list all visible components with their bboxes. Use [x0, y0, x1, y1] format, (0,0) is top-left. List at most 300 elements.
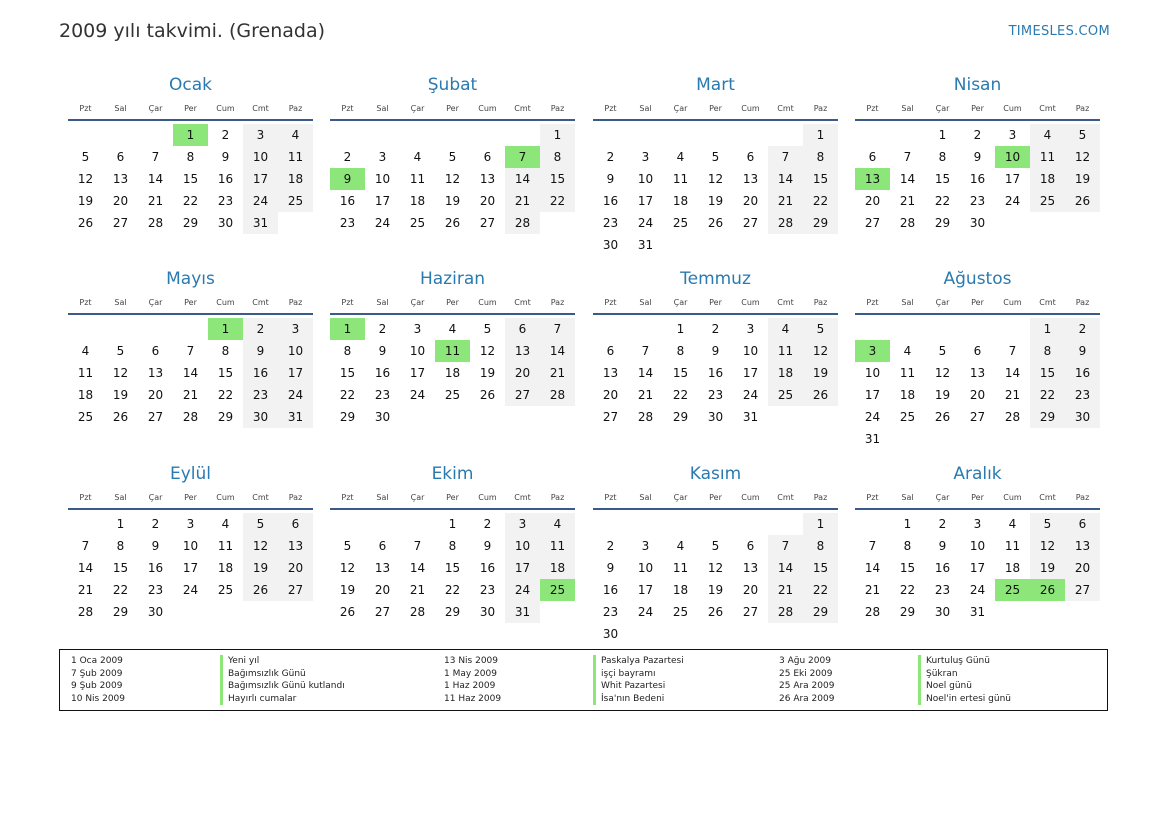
- day-cell: 12: [243, 535, 278, 557]
- month-name: Haziran: [419, 269, 486, 289]
- legend-holiday-name: İsa'nın Bedeni: [593, 693, 684, 706]
- weekday-label: Çar: [935, 492, 950, 502]
- day-cell: 21: [505, 190, 540, 212]
- legend-names-2: [593, 655, 684, 705]
- day-cell: 22: [112, 583, 129, 597]
- empty-day-cell: [243, 601, 278, 623]
- day-cell: 22: [182, 194, 199, 208]
- weekday-header-row: [68, 293, 313, 311]
- empty-day-cell: [628, 124, 663, 146]
- day-cell: 12: [707, 172, 724, 186]
- day-cell: 9: [1065, 340, 1100, 362]
- empty-day-cell: [365, 513, 400, 535]
- day-cell: 23: [934, 583, 951, 597]
- day-cell: 6: [868, 150, 877, 164]
- day-cell: 9: [973, 150, 982, 164]
- weekday-label: Çar: [148, 492, 163, 502]
- day-cell: 13: [969, 366, 986, 380]
- month-name: Temmuz: [680, 269, 751, 289]
- day-cell: 16: [147, 561, 164, 575]
- day-cell: 3: [243, 124, 278, 146]
- legend-date: 26 Ara 2009: [779, 693, 835, 704]
- day-cell: 2: [938, 517, 947, 531]
- empty-day-cell: [628, 318, 663, 340]
- weekday-label: Çar: [410, 103, 425, 113]
- day-cell: 25: [768, 384, 803, 406]
- day-cell: 16: [217, 172, 234, 186]
- month-block: [330, 74, 575, 234]
- day-cell: 9: [711, 344, 720, 358]
- weekday-label: Paz: [550, 103, 565, 113]
- month-name: Ağustos: [943, 269, 1012, 289]
- empty-day-cell: [138, 318, 173, 340]
- weekday-label: Per: [184, 297, 197, 307]
- day-cell: 1: [676, 322, 685, 336]
- empty-day-cell: [173, 601, 208, 623]
- day-cell: 24: [374, 216, 391, 230]
- day-cell: 9: [378, 344, 387, 358]
- day-cell: 15: [540, 168, 575, 190]
- weekday-label: Cmt: [514, 103, 531, 113]
- day-cell: 17: [243, 168, 278, 190]
- header-rule: [68, 508, 313, 510]
- day-cell: 5: [938, 344, 947, 358]
- empty-day-cell: [733, 124, 768, 146]
- day-cell: 11: [77, 366, 94, 380]
- empty-day-cell: [103, 318, 138, 340]
- week-row: [593, 124, 838, 146]
- day-cell: 4: [413, 150, 422, 164]
- weekday-header-row: [593, 488, 838, 506]
- day-cell: 13: [742, 172, 759, 186]
- day-cell: 23: [339, 216, 356, 230]
- day-cell: 13: [742, 561, 759, 575]
- weekday-label: Çar: [148, 103, 163, 113]
- week-row: [593, 601, 838, 623]
- empty-day-cell: [663, 124, 698, 146]
- day-cell: 12: [1030, 535, 1065, 557]
- day-cell: 10: [969, 539, 986, 553]
- day-cell: 24: [409, 388, 426, 402]
- weekday-label: Pzt: [866, 297, 879, 307]
- weekday-label: Cum: [741, 103, 760, 113]
- day-cell: 3: [378, 150, 387, 164]
- week-row: [593, 234, 838, 256]
- weekday-label: Paz: [813, 297, 828, 307]
- page-title: 2009 yılı takvimi. (Grenada): [59, 20, 326, 42]
- day-cell: 22: [803, 190, 838, 212]
- day-cell: 21: [147, 194, 164, 208]
- day-cell: 2: [606, 150, 615, 164]
- day-cell: 15: [1030, 362, 1065, 384]
- month-block: [330, 463, 575, 623]
- week-row: [330, 384, 575, 406]
- day-cell: 15: [672, 366, 689, 380]
- week-row: [68, 384, 313, 406]
- empty-day-cell: [330, 124, 365, 146]
- day-cell: 26: [934, 410, 951, 424]
- weekday-label: Paz: [288, 103, 303, 113]
- day-cell: 7: [81, 539, 90, 553]
- day-cell: 29: [803, 212, 838, 234]
- empty-day-cell: [400, 124, 435, 146]
- week-row: [593, 513, 838, 535]
- empty-day-cell: [330, 513, 365, 535]
- day-cell: 29: [339, 410, 356, 424]
- day-cell: 29: [444, 605, 461, 619]
- day-cell: 14: [77, 561, 94, 575]
- week-row: [330, 601, 575, 623]
- week-row: [593, 190, 838, 212]
- header-rule: [855, 313, 1100, 315]
- day-cell: 12: [934, 366, 951, 380]
- day-cell: 11: [672, 561, 689, 575]
- day-cell: 2: [151, 517, 160, 531]
- day-cell: 1: [1030, 318, 1065, 340]
- day-cell: 19: [479, 366, 496, 380]
- day-cell: 4: [903, 344, 912, 358]
- empty-day-cell: [68, 513, 103, 535]
- empty-day-cell: [995, 318, 1030, 340]
- day-cell: 29: [803, 601, 838, 623]
- week-row: [593, 362, 838, 384]
- weekday-label: Pzt: [604, 297, 617, 307]
- day-cell: 13: [602, 366, 619, 380]
- week-row: [855, 406, 1100, 428]
- legend-holiday-name: Şükran: [918, 668, 1011, 681]
- week-row: [330, 190, 575, 212]
- day-cell: 23: [374, 388, 391, 402]
- weekday-label: Çar: [148, 297, 163, 307]
- weekday-label: Paz: [288, 297, 303, 307]
- day-cell: 5: [1030, 513, 1065, 535]
- month-block: [855, 74, 1100, 234]
- week-row: [593, 340, 838, 362]
- empty-day-cell: [278, 601, 313, 623]
- day-cell: 10: [182, 539, 199, 553]
- day-cell: 31: [278, 406, 313, 428]
- day-cell: 9: [151, 539, 160, 553]
- empty-day-cell: [698, 623, 733, 645]
- week-row: [593, 146, 838, 168]
- empty-day-cell: [733, 513, 768, 535]
- weekday-label: Cum: [741, 297, 760, 307]
- day-cell: 6: [116, 150, 125, 164]
- day-cell: 17: [505, 557, 540, 579]
- day-cell: 17: [374, 194, 391, 208]
- holiday-day-cell: 25: [540, 579, 575, 601]
- empty-day-cell: [995, 428, 1030, 450]
- day-cell: 22: [899, 583, 916, 597]
- empty-day-cell: [68, 124, 103, 146]
- day-cell: 12: [112, 366, 129, 380]
- day-cell: 20: [505, 362, 540, 384]
- day-cell: 4: [448, 322, 457, 336]
- empty-day-cell: [803, 623, 838, 645]
- day-cell: 18: [768, 362, 803, 384]
- legend-dates-3: [779, 655, 834, 705]
- day-cell: 26: [339, 605, 356, 619]
- weekday-label: Sal: [114, 492, 127, 502]
- day-cell: 26: [803, 384, 838, 406]
- empty-day-cell: [628, 623, 663, 645]
- week-row: [855, 340, 1100, 362]
- empty-day-cell: [138, 124, 173, 146]
- weekday-label: Sal: [639, 297, 652, 307]
- week-row: [68, 318, 313, 340]
- day-cell: 28: [768, 601, 803, 623]
- empty-day-cell: [698, 234, 733, 256]
- day-cell: 5: [483, 322, 492, 336]
- day-cell: 22: [934, 194, 951, 208]
- day-cell: 7: [768, 535, 803, 557]
- day-cell: 28: [505, 212, 540, 234]
- day-cell: 8: [1030, 340, 1065, 362]
- weekday-label: Pzt: [604, 492, 617, 502]
- empty-day-cell: [663, 513, 698, 535]
- weekday-header-row: [855, 293, 1100, 311]
- empty-day-cell: [1065, 428, 1100, 450]
- empty-day-cell: [663, 623, 698, 645]
- empty-day-cell: [1065, 212, 1100, 234]
- week-row: [68, 168, 313, 190]
- day-cell: 18: [278, 168, 313, 190]
- header-rule: [593, 508, 838, 510]
- weekday-label: Paz: [1075, 103, 1090, 113]
- week-row: [68, 124, 313, 146]
- day-cell: 25: [899, 410, 916, 424]
- day-cell: 25: [1030, 190, 1065, 212]
- day-cell: 18: [77, 388, 94, 402]
- day-cell: 4: [1008, 517, 1017, 531]
- empty-day-cell: [698, 124, 733, 146]
- day-cell: 10: [409, 344, 426, 358]
- weekday-label: Per: [971, 492, 984, 502]
- week-row: [330, 318, 575, 340]
- empty-day-cell: [768, 234, 803, 256]
- day-cell: 2: [1065, 318, 1100, 340]
- day-cell: 20: [147, 388, 164, 402]
- holiday-day-cell: 11: [435, 340, 470, 362]
- weekday-header-row: [68, 99, 313, 117]
- day-cell: 8: [676, 344, 685, 358]
- day-cell: 24: [1004, 194, 1021, 208]
- day-cell: 7: [151, 150, 160, 164]
- weekday-header-row: [68, 488, 313, 506]
- day-cell: 15: [217, 366, 234, 380]
- day-cell: 27: [147, 410, 164, 424]
- month-block: [593, 268, 838, 428]
- day-cell: 14: [540, 340, 575, 362]
- day-cell: 19: [1030, 557, 1065, 579]
- weekday-label: Paz: [550, 297, 565, 307]
- day-cell: 16: [602, 583, 619, 597]
- legend-holiday-name: Paskalya Pazartesi: [593, 655, 684, 668]
- day-cell: 7: [413, 539, 422, 553]
- month-name: Ekim: [431, 464, 474, 484]
- day-cell: 21: [540, 362, 575, 384]
- day-cell: 31: [243, 212, 278, 234]
- day-cell: 12: [77, 172, 94, 186]
- day-cell: 7: [1008, 344, 1017, 358]
- holiday-legend: [59, 649, 1108, 711]
- weekday-label: Per: [709, 492, 722, 502]
- day-cell: 14: [505, 168, 540, 190]
- day-cell: 8: [803, 535, 838, 557]
- day-cell: 23: [479, 583, 496, 597]
- day-cell: 26: [707, 605, 724, 619]
- day-cell: 11: [409, 172, 426, 186]
- month-name: Aralık: [953, 464, 1002, 484]
- day-cell: 5: [116, 344, 125, 358]
- site-link[interactable]: TIMESLES.COM: [1008, 24, 1110, 39]
- weekday-label: Cmt: [252, 297, 269, 307]
- weekday-label: Sal: [901, 103, 914, 113]
- day-cell: 11: [1030, 146, 1065, 168]
- legend-date: 7 Şub 2009: [71, 668, 123, 679]
- day-cell: 20: [479, 194, 496, 208]
- day-cell: 26: [707, 216, 724, 230]
- day-cell: 23: [147, 583, 164, 597]
- weekday-label: Sal: [376, 492, 389, 502]
- month-block: [330, 268, 575, 428]
- day-cell: 17: [278, 362, 313, 384]
- day-cell: 14: [768, 168, 803, 190]
- day-cell: 11: [899, 366, 916, 380]
- legend-date: 9 Şub 2009: [71, 681, 123, 692]
- week-row: [330, 513, 575, 535]
- day-cell: 8: [343, 344, 352, 358]
- weekday-label: Paz: [1075, 297, 1090, 307]
- day-cell: 7: [868, 539, 877, 553]
- legend-date: 1 Oca 2009: [71, 656, 123, 666]
- weekday-label: Sal: [376, 297, 389, 307]
- day-cell: 6: [1065, 513, 1100, 535]
- day-cell: 24: [243, 190, 278, 212]
- weekday-label: Çar: [935, 103, 950, 113]
- day-cell: 10: [637, 561, 654, 575]
- day-cell: 12: [803, 340, 838, 362]
- day-cell: 20: [112, 194, 129, 208]
- day-cell: 5: [803, 318, 838, 340]
- day-cell: 24: [742, 388, 759, 402]
- day-cell: 17: [409, 366, 426, 380]
- day-cell: 29: [217, 410, 234, 424]
- day-cell: 4: [540, 513, 575, 535]
- weekday-label: Cmt: [777, 103, 794, 113]
- empty-day-cell: [925, 428, 960, 450]
- weekday-label: Sal: [114, 297, 127, 307]
- day-cell: 8: [221, 344, 230, 358]
- legend-holiday-name: Hayırlı cumalar: [220, 693, 345, 706]
- weekday-label: Pzt: [866, 103, 879, 113]
- day-cell: 6: [378, 539, 387, 553]
- day-cell: 15: [899, 561, 916, 575]
- day-cell: 26: [243, 579, 278, 601]
- day-cell: 11: [672, 172, 689, 186]
- empty-day-cell: [400, 513, 435, 535]
- weekday-label: Cum: [478, 297, 497, 307]
- day-cell: 4: [676, 150, 685, 164]
- day-cell: 18: [217, 561, 234, 575]
- week-row: [68, 535, 313, 557]
- day-cell: 10: [243, 146, 278, 168]
- day-cell: 18: [1030, 168, 1065, 190]
- day-cell: 4: [676, 539, 685, 553]
- week-row: [330, 146, 575, 168]
- day-cell: 25: [217, 583, 234, 597]
- day-cell: 14: [637, 366, 654, 380]
- week-row: [855, 579, 1100, 601]
- day-cell: 24: [864, 410, 881, 424]
- day-cell: 30: [707, 410, 724, 424]
- day-cell: 5: [1065, 124, 1100, 146]
- empty-day-cell: [540, 406, 575, 428]
- weekday-label: Cmt: [514, 297, 531, 307]
- holiday-day-cell: 9: [330, 168, 365, 190]
- week-row: [855, 557, 1100, 579]
- week-row: [68, 362, 313, 384]
- holiday-day-cell: 1: [208, 318, 243, 340]
- day-cell: 15: [182, 172, 199, 186]
- day-cell: 12: [707, 561, 724, 575]
- day-cell: 14: [182, 366, 199, 380]
- day-cell: 3: [413, 322, 422, 336]
- day-cell: 12: [1065, 146, 1100, 168]
- week-row: [593, 318, 838, 340]
- weekday-label: Cmt: [514, 492, 531, 502]
- day-cell: 8: [448, 539, 457, 553]
- weekday-label: Per: [971, 103, 984, 113]
- day-cell: 18: [672, 194, 689, 208]
- day-cell: 15: [934, 172, 951, 186]
- day-cell: 26: [479, 388, 496, 402]
- day-cell: 27: [864, 216, 881, 230]
- day-cell: 28: [77, 605, 94, 619]
- day-cell: 24: [278, 384, 313, 406]
- day-cell: 3: [641, 539, 650, 553]
- legend-date: 25 Eki 2009: [779, 668, 833, 679]
- day-cell: 19: [1065, 168, 1100, 190]
- day-cell: 17: [969, 561, 986, 575]
- day-cell: 20: [374, 583, 391, 597]
- weekday-label: Pzt: [79, 297, 92, 307]
- header-rule: [330, 508, 575, 510]
- day-cell: 23: [969, 194, 986, 208]
- weekday-label: Çar: [673, 297, 688, 307]
- weekday-label: Cum: [1003, 297, 1022, 307]
- day-cell: 8: [803, 146, 838, 168]
- day-cell: 28: [768, 212, 803, 234]
- weekday-header-row: [855, 488, 1100, 506]
- week-row: [593, 384, 838, 406]
- day-cell: 31: [969, 605, 986, 619]
- day-cell: 17: [1004, 172, 1021, 186]
- day-cell: 8: [903, 539, 912, 553]
- holiday-day-cell: 1: [173, 124, 208, 146]
- day-cell: 5: [448, 150, 457, 164]
- day-cell: 2: [343, 150, 352, 164]
- day-cell: 29: [899, 605, 916, 619]
- day-cell: 15: [112, 561, 129, 575]
- week-row: [855, 212, 1100, 234]
- day-cell: 23: [1065, 384, 1100, 406]
- weekday-label: Paz: [1075, 492, 1090, 502]
- day-cell: 20: [742, 583, 759, 597]
- day-cell: 21: [899, 194, 916, 208]
- week-row: [68, 340, 313, 362]
- day-cell: 10: [374, 172, 391, 186]
